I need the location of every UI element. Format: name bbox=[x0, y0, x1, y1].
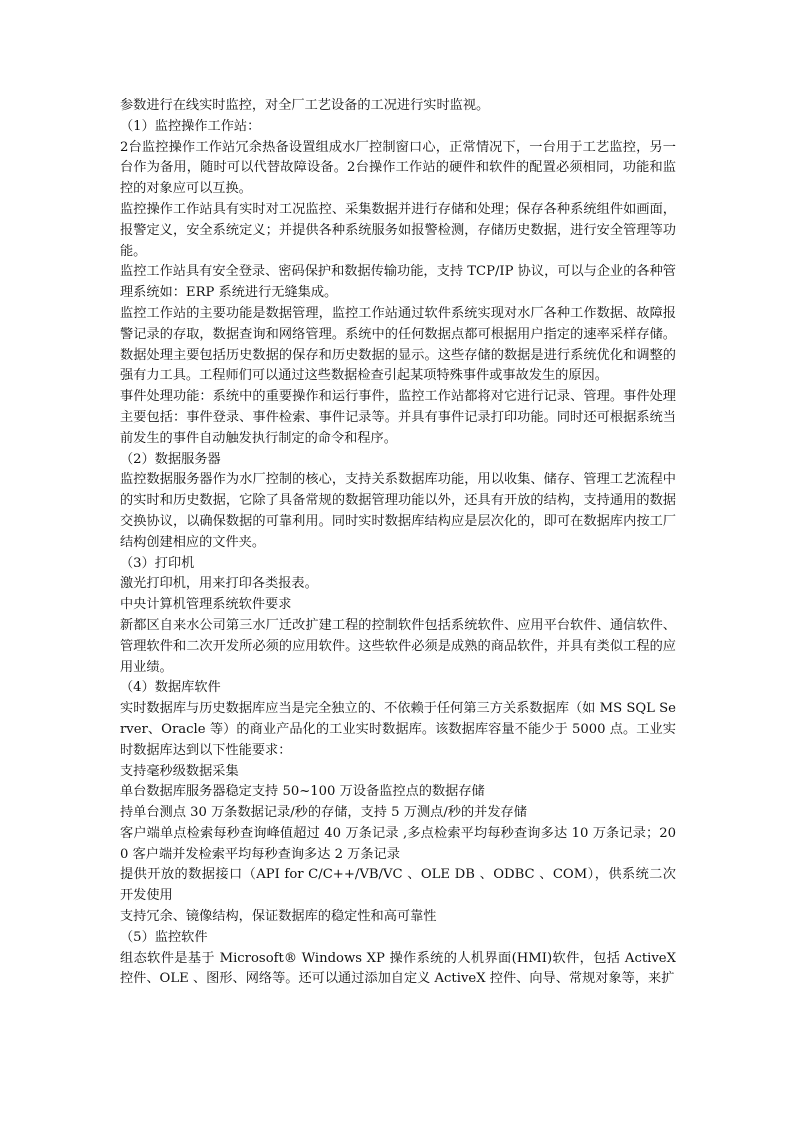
paragraph-data-server: 监控数据服务器作为水厂控制的核心，支持关系数据库功能，用以收集、储存、管理工艺流程中的实时和历史数据，它除了具备常规的数据管理功能以外，还具有开放的结构，支持通用的数据交换协议，以确保数据的可靠利用。同时实时数据库结构应是层次化的，即可在数据库内按工厂结构创建相应的文件夹。 bbox=[120, 472, 676, 550]
paragraph-database-software: 实时数据库与历史数据库应当是完全独立的、不依赖于任何第三方关系数据库（如 MS SQL Server、Oracle 等）的商业产品化的工业实时数据库。该数据库容量不能少于 5000 点。工业实时数据库达到以下性能要求： bbox=[120, 701, 676, 758]
paragraph-workstation-redundancy: 2台监控操作工作站冗余热备设置组成水厂控制窗口心，正常情况下，一台用于工艺监控，另一台作为备用，随时可以代替故障设备。2台操作工作站的硬件和软件的配置必须相同，功能和监控的对象应可以互换。 bbox=[120, 139, 676, 197]
heading-database-software: （4）数据库软件 bbox=[120, 680, 221, 696]
list-item-storage-rate: 持单台测点 30 万条数据记录/秒的存储，支持 5 万测点/秒的并发存储 bbox=[120, 805, 527, 821]
paragraph-monitoring-software: 组态软件是基于 Microsoft® Windows XP 操作系统的人机界面(HMI)软件，包括 ActiveX 控件、OLE 、图形、网络等。还可以通过添加自定义 ActiveX 控件、向导、常规对象等，来扩 bbox=[120, 950, 676, 987]
list-item-query-performance: 客户端单点检索每秒查询峰值超过 40 万条记录 ,多点检索平均每秒查询多达 10 万条记录；200 客户端并发检索平均每秒查询多达 2 万条记录 bbox=[120, 825, 676, 862]
document-page bbox=[120, 96, 676, 990]
paragraph-workstation-data-management: 监控工作站的主要功能是数据管理，监控工作站通过软件系统实现对水厂各种工作数据、故障报警记录的存取，数据查询和网络管理。系统中的任何数据点都可根据用户指定的速率采样存储。数据处理主要包括历史数据的保存和历史数据的显示。这些存储的数据是进行系统优化和调整的强有力工具。工程师们可以通过这些数据检查引起某项特殊事件或事故发生的原因。 bbox=[120, 305, 676, 384]
heading-monitoring-software: （5）监控软件 bbox=[120, 929, 208, 945]
list-item-storage-capacity: 单台数据库服务器稳定支持 50~100 万设备监控点的数据存储 bbox=[120, 784, 485, 800]
paragraph-intro: 参数进行在线实时监控，对全厂工艺设备的工况进行实时监视。 bbox=[120, 98, 490, 113]
list-item-ms-acquisition: 支持毫秒级数据采集 bbox=[120, 763, 239, 779]
paragraph-workstation-functions: 监控操作工作站具有实时对工况监控、采集数据并进行存储和处理；保存各种系统组件如画面，报警定义，安全系统定义；并提供各种系统服务如报警检测，存储历史数据，进行安全管理等功能。 bbox=[120, 201, 676, 259]
paragraph-event-handling: 事件处理功能：系统中的重要操作和运行事件，监控工作站都将对它进行记录、管理。事件处理主要包括：事件登录、事件检索、事件记录等。并具有事件记录打印功能。同时还可根据系统当前发生的事件自动触发执行制定的命令和程序。 bbox=[120, 389, 676, 446]
paragraph-software-requirements: 新都区自来水公司第三水厂迁改扩建工程的控制软件包括系统软件、应用平台软件、通信软件、管理软件和二次开发所必须的应用软件。这些软件必须是成熟的商品软件，并具有类似工程的应用业绩。 bbox=[120, 617, 676, 675]
paragraph-printer: 激光打印机，用来打印各类报表。 bbox=[120, 576, 318, 592]
paragraph-workstation-security: 监控工作站具有安全登录、密码保护和数据传输功能，支持 TCP/IP 协议，可以与企业的各种管理系统如：ERP 系统进行无缝集成。 bbox=[120, 264, 676, 301]
heading-software-requirements: 中央计算机管理系统软件要求 bbox=[120, 597, 292, 613]
heading-data-server: （2）数据服务器 bbox=[120, 451, 221, 467]
list-item-open-interfaces: 提供开放的数据接口（API for C/C++/VB/VC 、OLE DB 、ODBC 、COM），供系统二次开发使用 bbox=[120, 867, 676, 904]
heading-printer: （3）打印机 bbox=[120, 555, 195, 571]
list-item-redundancy: 支持冗余、镜像结构，保证数据库的稳定性和高可靠性 bbox=[120, 909, 437, 925]
heading-monitoring-workstation: （1）监控操作工作站： bbox=[120, 118, 261, 134]
